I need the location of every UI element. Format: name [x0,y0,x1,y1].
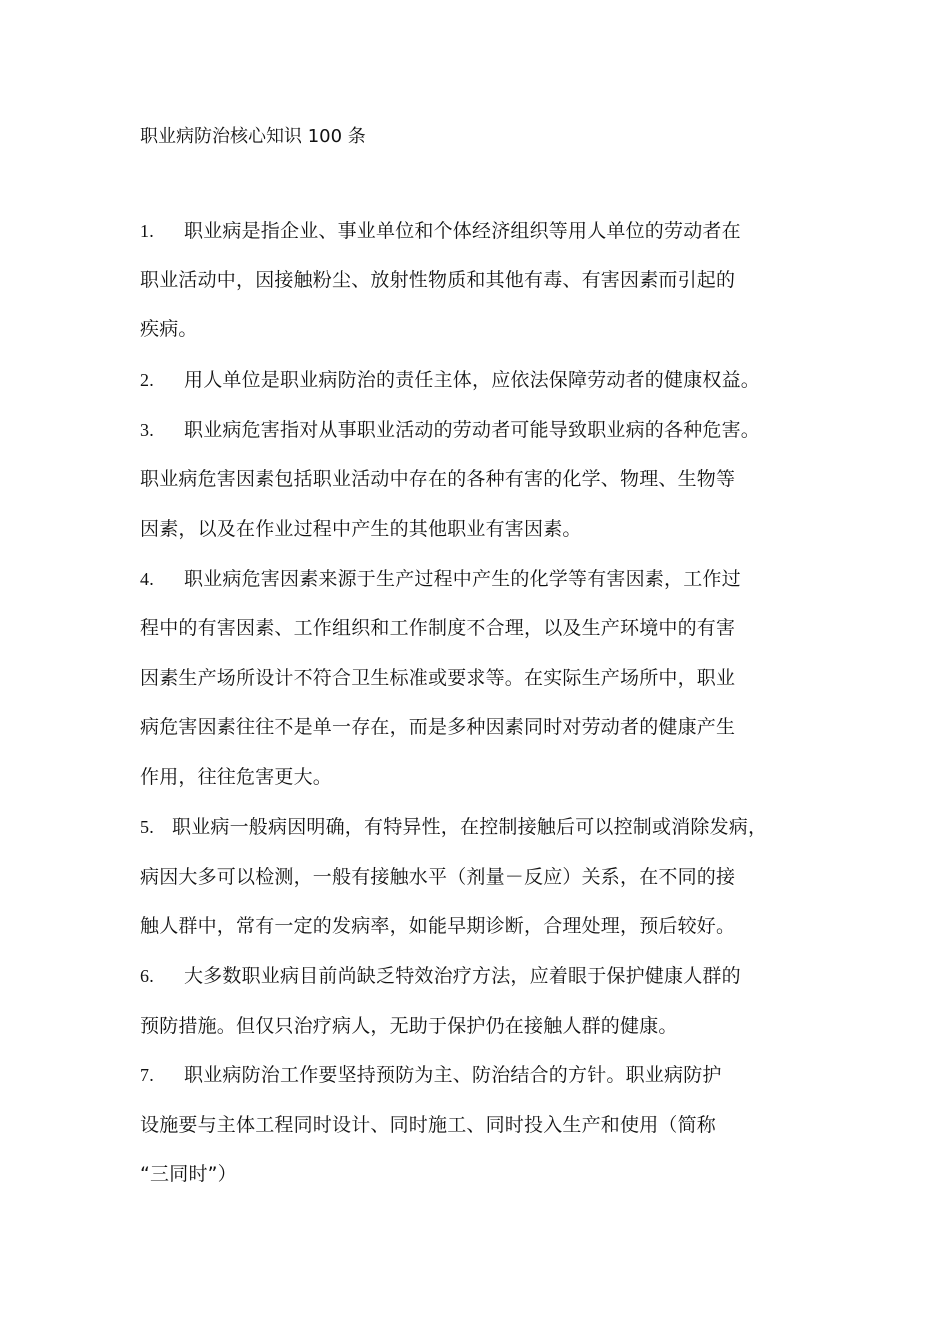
item-2-line-1 [140,366,760,394]
item-7-number: 7. [140,1065,154,1085]
item-5-line-2: 病因大多可以检测，一般有接触水平（剂量－反应）关系，在不同的接 [140,866,736,888]
item-1-line-1 [140,217,741,245]
item-6-line-1 [140,962,741,990]
item-3-line-3: 因素，以及在作业过程中产生的其他职业有害因素。 [140,518,582,540]
item-1-text: 职业病是指企业、事业单位和个体经济组织等用人单位的劳动者在 [184,220,741,242]
item-5-number: 5. [140,817,154,837]
item-5-text: 职业病一般病因明确，有特异性，在控制接触后可以控制或消除发病， [172,816,768,838]
item-4-text: 职业病危害因素来源于生产过程中产生的化学等有害因素，工作过 [184,568,741,590]
item-4-line-1 [140,565,741,593]
item-3-text: 职业病危害指对从事职业活动的劳动者可能导致职业病的各种危害。 [184,419,761,441]
item-5-line-3: 触人群中，常有一定的发病率，如能早期诊断，合理处理，预后较好。 [140,915,736,937]
item-1-line-3: 疾病。 [140,318,198,340]
item-4-line-5: 作用，往往危害更大。 [140,766,333,788]
item-4-line-2: 程中的有害因素、工作组织和工作制度不合理，以及生产环境中的有害 [140,617,736,639]
item-6-text: 大多数职业病目前尚缺乏特效治疗方法，应着眼于保护健康人群的 [184,965,741,987]
item-1-number: 1. [140,221,154,241]
item-6-number: 6. [140,966,154,986]
item-3-line-1 [140,416,760,444]
item-7-line-2: 设施要与主体工程同时设计、同时施工、同时投入生产和使用（简称 [140,1114,717,1136]
item-7-line-3: “三同时”） [140,1163,237,1185]
document-title: 职业病防治核心知识 100 条 [140,126,366,147]
item-3-line-2: 职业病危害因素包括职业活动中存在的各种有害的化学、物理、生物等 [140,468,736,490]
item-1-line-2: 职业活动中，因接触粉尘、放射性物质和其他有毒、有害因素而引起的 [140,269,736,291]
item-4-line-4: 病危害因素往往不是单一存在，而是多种因素同时对劳动者的健康产生 [140,716,736,738]
item-2-text: 用人单位是职业病防治的责任主体，应依法保障劳动者的健康权益。 [184,369,761,391]
item-4-number: 4. [140,569,154,589]
item-6-line-2: 预防措施。但仅只治疗病人，无助于保护仍在接触人群的健康。 [140,1015,678,1037]
item-7-line-1 [140,1061,722,1089]
item-7-text: 职业病防治工作要坚持预防为主、防治结合的方针。职业病防护 [184,1064,722,1086]
item-4-line-3: 因素生产场所设计不符合卫生标准或要求等。在实际生产场所中，职业 [140,667,736,689]
item-2-number: 2. [140,370,154,390]
item-3-number: 3. [140,420,154,440]
item-5-line-1 [140,813,767,841]
